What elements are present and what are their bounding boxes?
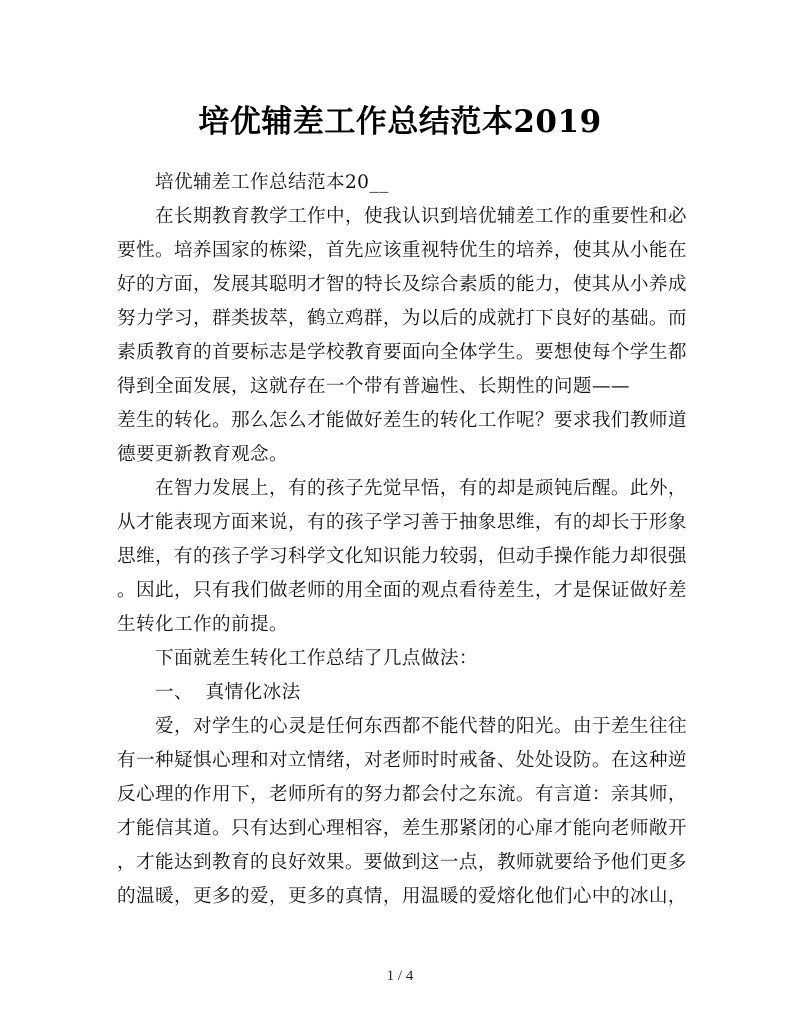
paragraph-line: 德要更新教育观念。 — [117, 444, 288, 465]
paragraph-line: 素质教育的首要标志是学校教育要面向全体学生。要想使每个学生都 — [117, 342, 687, 363]
paragraph-line: 在智力发展上，有的孩子先觉早悟，有的却是顽钝后醒。此外， — [155, 478, 687, 499]
paragraph-line: 思维，有的孩子学习科学文化知识能力较弱，但动手操作能力却很强 — [117, 546, 687, 567]
paragraph-line: 差生的转化。那么怎么才能做好差生的转化工作呢？要求我们教师道 — [117, 410, 687, 431]
document-title: 培优辅差工作总结范本2019 — [198, 104, 602, 140]
paragraph-line: 好的方面，发展其聪明才智的特长及综合素质的能力，使其从小养成 — [117, 274, 687, 295]
paragraph-line: 在长期教育教学工作中，使我认识到培优辅差工作的重要性和必 — [155, 206, 687, 227]
document-body — [117, 166, 692, 914]
paragraph-line: 的温暖，更多的爱，更多的真情，用温暖的爱熔化他们心中的冰山， — [117, 886, 687, 907]
paragraph-line: 要性。培养国家的栋梁，首先应该重视特优生的培养，使其从小能在 — [117, 240, 687, 261]
paragraph-line: 生转化工作的前提。 — [117, 614, 288, 635]
paragraph-line: 努力学习，群类拔萃，鹤立鸡群，为以后的成就打下良好的基础。而 — [117, 308, 687, 329]
paragraph-line: 从才能表现方面来说，有的孩子学习善于抽象思维，有的却长于形象 — [117, 512, 687, 533]
paragraph-line: 有一种疑惧心理和对立情绪，对老师时时戒备、处处设防。在这种逆 — [117, 750, 687, 771]
page-number: 1 / 4 — [386, 968, 414, 984]
paragraph-line: 下面就差生转化工作总结了几点做法： — [155, 648, 478, 669]
paragraph-line: 反心理的作用下，老师所有的努力都会付之东流。有言道：亲其师， — [117, 784, 687, 805]
paragraph-line: ，才能达到教育的良好效果。要做到这一点，教师就要给予他们更多 — [117, 852, 687, 873]
paragraph-line: 爱，对学生的心灵是任何东西都不能代替的阳光。由于差生往往 — [155, 716, 687, 737]
paragraph-line: 才能信其道。只有达到心理相容，差生那紧闭的心扉才能向老师敞开 — [117, 818, 687, 839]
subtitle-line: 培优辅差工作总结范本20__ — [155, 172, 389, 193]
paragraph-line: 得到全面发展，这就存在一个带有普遍性、长期性的问题—— — [117, 376, 630, 397]
paragraph-line: 。因此，只有我们做老师的用全面的观点看待差生，才是保证做好差 — [117, 580, 687, 601]
section-heading: 一、 真情化冰法 — [155, 682, 301, 703]
